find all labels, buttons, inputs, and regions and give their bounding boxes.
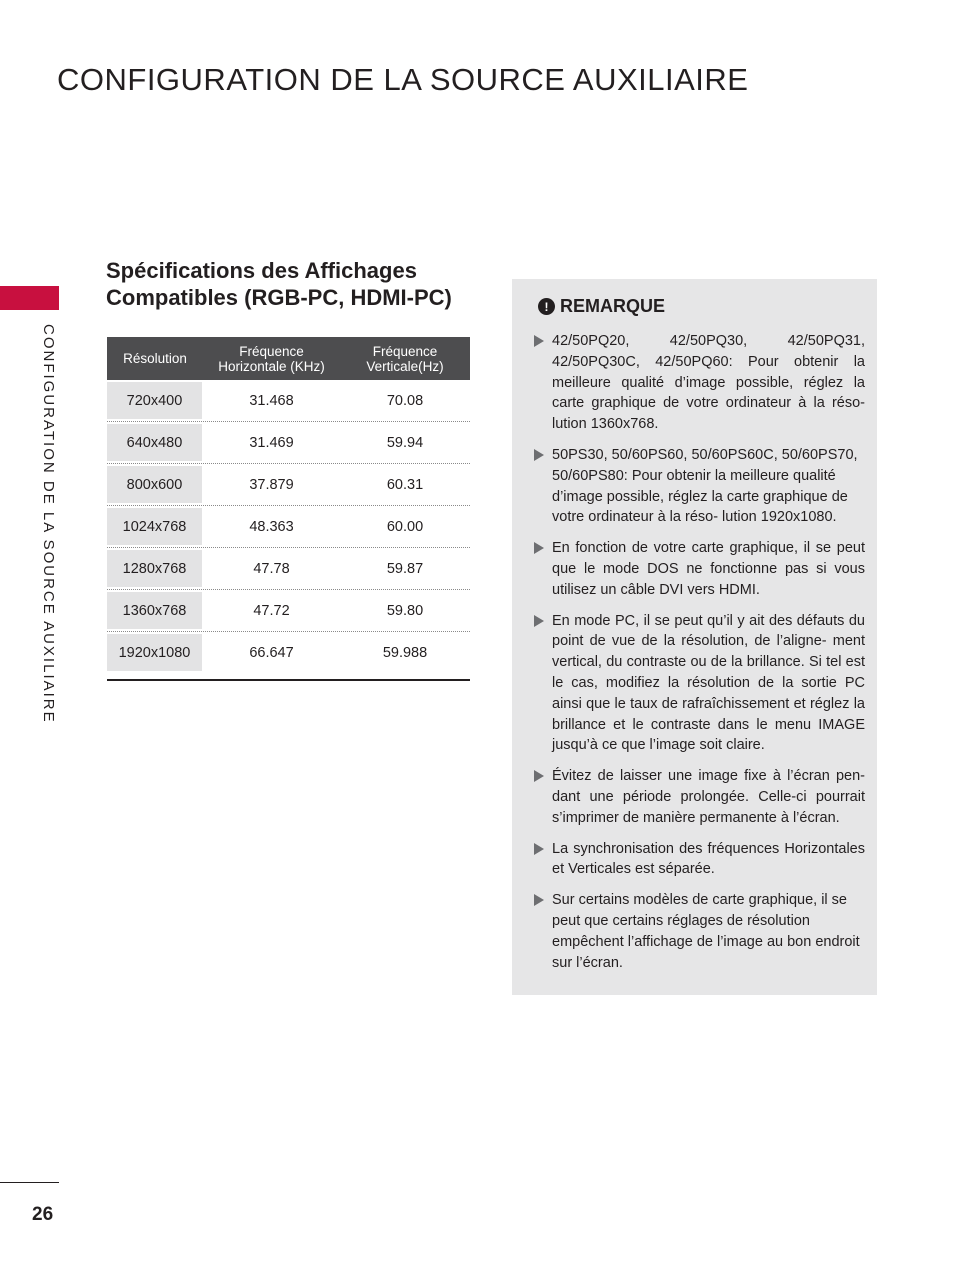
table-header-row [107, 337, 470, 380]
header-resolution: Résolution [123, 351, 187, 366]
cell-resolution: 1360x768 [107, 592, 202, 629]
cell-vertical: 60.00 [386, 518, 424, 535]
note-header [538, 296, 665, 317]
note-item [534, 839, 865, 881]
section-heading [106, 257, 486, 311]
note-item [534, 331, 865, 435]
triangle-bullet-icon [534, 449, 544, 461]
note-item-text: Évitez de laisser une image fixe à l’écran pen- dant une période prolongée. Celle-ci pourrait s’imprimer de manière permanente à l’écran. [552, 768, 865, 826]
cell-vertical: 70.08 [386, 392, 424, 409]
table-row [107, 632, 470, 673]
header-vertical-frequency [340, 344, 470, 374]
header-horizontal-line2: Horizontale (KHz) [218, 358, 325, 374]
cell-horizontal: 37.879 [249, 476, 294, 493]
cell-vertical: 59.80 [386, 602, 424, 619]
page-number: 26 [32, 1204, 54, 1225]
table-row [107, 422, 470, 464]
cell-resolution: 800x600 [107, 466, 202, 503]
table-row [107, 506, 470, 548]
table-body [107, 380, 470, 673]
table-row [107, 464, 470, 506]
triangle-bullet-icon [534, 615, 544, 627]
cell-resolution: 1280x768 [107, 550, 202, 587]
table-row [107, 380, 470, 422]
table-row [107, 590, 470, 632]
cell-horizontal: 47.78 [253, 560, 290, 577]
note-item-text: 42/50PQ20, 42/50PQ30, 42/50PQ31, 42/50PQ30C, 42/50PQ60: Pour obtenir la meilleure qualité d’image possible, réglez la carte graphique de votre ordinateur à la réso- lution 1360x768. [552, 333, 865, 433]
cell-horizontal: 31.469 [249, 434, 294, 451]
note-list [534, 331, 865, 983]
note-item-text: En mode PC, il se peut qu’il y ait des défauts du point de vue de la résolution, de l’aligne- ment vertical, du contraste ou de la brillance. Si tel est le cas, modifiez la résolution de la sortie PC ainsi que le taux de rafraîchissement et réglez la brillance et le contraste dans le menu IMAGE jusqu’à ce que l’image soit claire. [552, 612, 865, 754]
footer-rule [0, 1182, 59, 1183]
cell-horizontal: 47.72 [253, 602, 290, 619]
note-item [534, 538, 865, 600]
display-spec-table [107, 337, 470, 681]
note-item [534, 890, 865, 973]
cell-horizontal: 66.647 [249, 644, 294, 661]
note-title: REMARQUE [560, 296, 666, 316]
note-item-text: En fonction de votre carte graphique, il se peut que le mode DOS ne fonctionne pas si vous utilisez un câble DVI vers HDMI. [552, 540, 865, 598]
page-title: CONFIGURATION DE LA SOURCE AUXILIAIRE [57, 62, 749, 97]
cell-vertical: 59.87 [386, 560, 424, 577]
cell-vertical: 60.31 [386, 476, 424, 493]
note-item-text: Sur certains modèles de carte graphique, il se peut que certains réglages de résolution empêchent l’affichage de l’image au bon endroit sur l’écran. [552, 892, 860, 971]
triangle-bullet-icon [534, 542, 544, 554]
table-bottom-rule [107, 679, 470, 681]
cell-vertical: 59.94 [386, 434, 424, 451]
header-horizontal-frequency [203, 344, 340, 374]
header-horizontal-line1: Fréquence [239, 343, 304, 359]
cell-vertical: 59.988 [382, 644, 428, 661]
note-item-text: 50PS30, 50/60PS60, 50/60PS60C, 50/60PS70, 50/60PS80: Pour obtenir la meilleure qualité d’image possible, réglez la carte graphique de votre ordinateur à la réso- lution 1920x1080. [552, 446, 858, 526]
triangle-bullet-icon [534, 770, 544, 782]
header-vertical-line1: Fréquence [372, 343, 438, 359]
exclamation-icon: ! [538, 298, 555, 315]
cell-resolution: 640x480 [107, 424, 202, 461]
cell-resolution: 1920x1080 [107, 634, 202, 671]
side-chapter-label: CONFIGURATION DE LA SOURCE AUXILIAIRE [40, 324, 57, 724]
triangle-bullet-icon [534, 894, 544, 906]
triangle-bullet-icon [534, 335, 544, 347]
cell-horizontal: 48.363 [249, 518, 294, 535]
cell-resolution: 720x400 [107, 382, 202, 419]
section-tab-marker [0, 286, 59, 310]
section-heading-line2: Compatibles (RGB-PC, HDMI-PC) [106, 285, 452, 310]
note-box [512, 279, 877, 995]
triangle-bullet-icon [534, 843, 544, 855]
cell-horizontal: 31.468 [249, 392, 294, 409]
header-vertical-line2: Verticale(Hz) [366, 358, 444, 374]
section-heading-line1: Spécifications des Affichages [106, 258, 417, 283]
note-item [534, 611, 865, 757]
note-item [534, 445, 865, 528]
table-row [107, 548, 470, 590]
note-item [534, 766, 865, 828]
cell-resolution: 1024x768 [107, 508, 202, 545]
note-item-text: La synchronisation des fréquences Horizontales et Verticales est séparée. [552, 840, 865, 878]
